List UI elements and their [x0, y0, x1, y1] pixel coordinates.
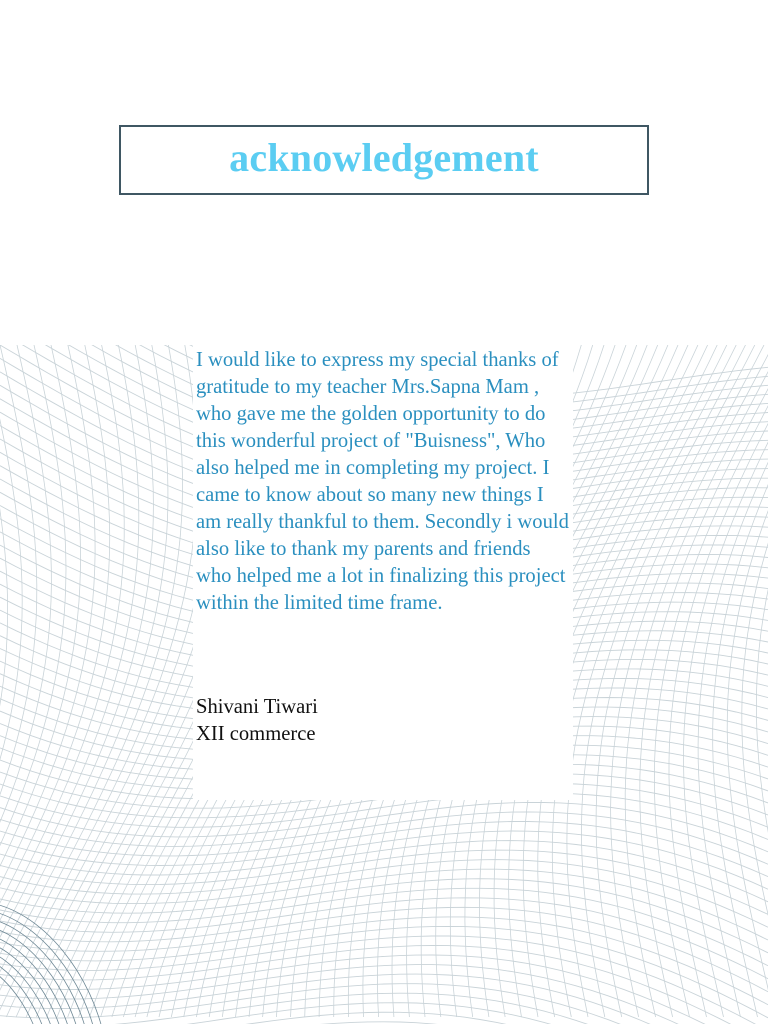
mesh-line	[713, 345, 768, 1017]
mesh-line	[0, 936, 768, 1024]
corner-swirl-line	[0, 899, 116, 1024]
signature-class: XII commerce	[196, 723, 316, 745]
title-box	[119, 125, 649, 195]
signature-block	[196, 694, 566, 748]
mesh-line	[552, 345, 736, 1017]
mesh-line	[0, 822, 768, 877]
mesh-line	[0, 802, 768, 851]
mesh-line	[0, 345, 95, 1017]
page-title: acknowledgement	[229, 135, 539, 180]
mesh-line	[0, 345, 124, 1017]
mesh-line	[0, 993, 768, 1024]
acknowledgement-paragraph: I would like to express my special thanks of gratitude to my teacher Mrs.Sapna Mam , who gave me the golden opportunity to do this wonderful project of "Buisness", Who also helped me in completing my project. I came to know about so many new things I am really thankful to them. Secondly i would also like to thank my parents and friends who helped me a lot in finalizing this project within the limited time frame.	[196, 349, 569, 614]
mesh-line	[0, 888, 768, 965]
mesh-line	[567, 345, 746, 1017]
signature-name: Shivani Tiwari	[196, 696, 318, 718]
mesh-line	[0, 831, 768, 889]
text-panel	[193, 345, 573, 800]
mesh-line	[0, 345, 139, 1017]
mesh-line	[698, 345, 768, 1017]
mesh-line	[640, 345, 768, 1017]
mesh-line	[0, 974, 768, 1024]
